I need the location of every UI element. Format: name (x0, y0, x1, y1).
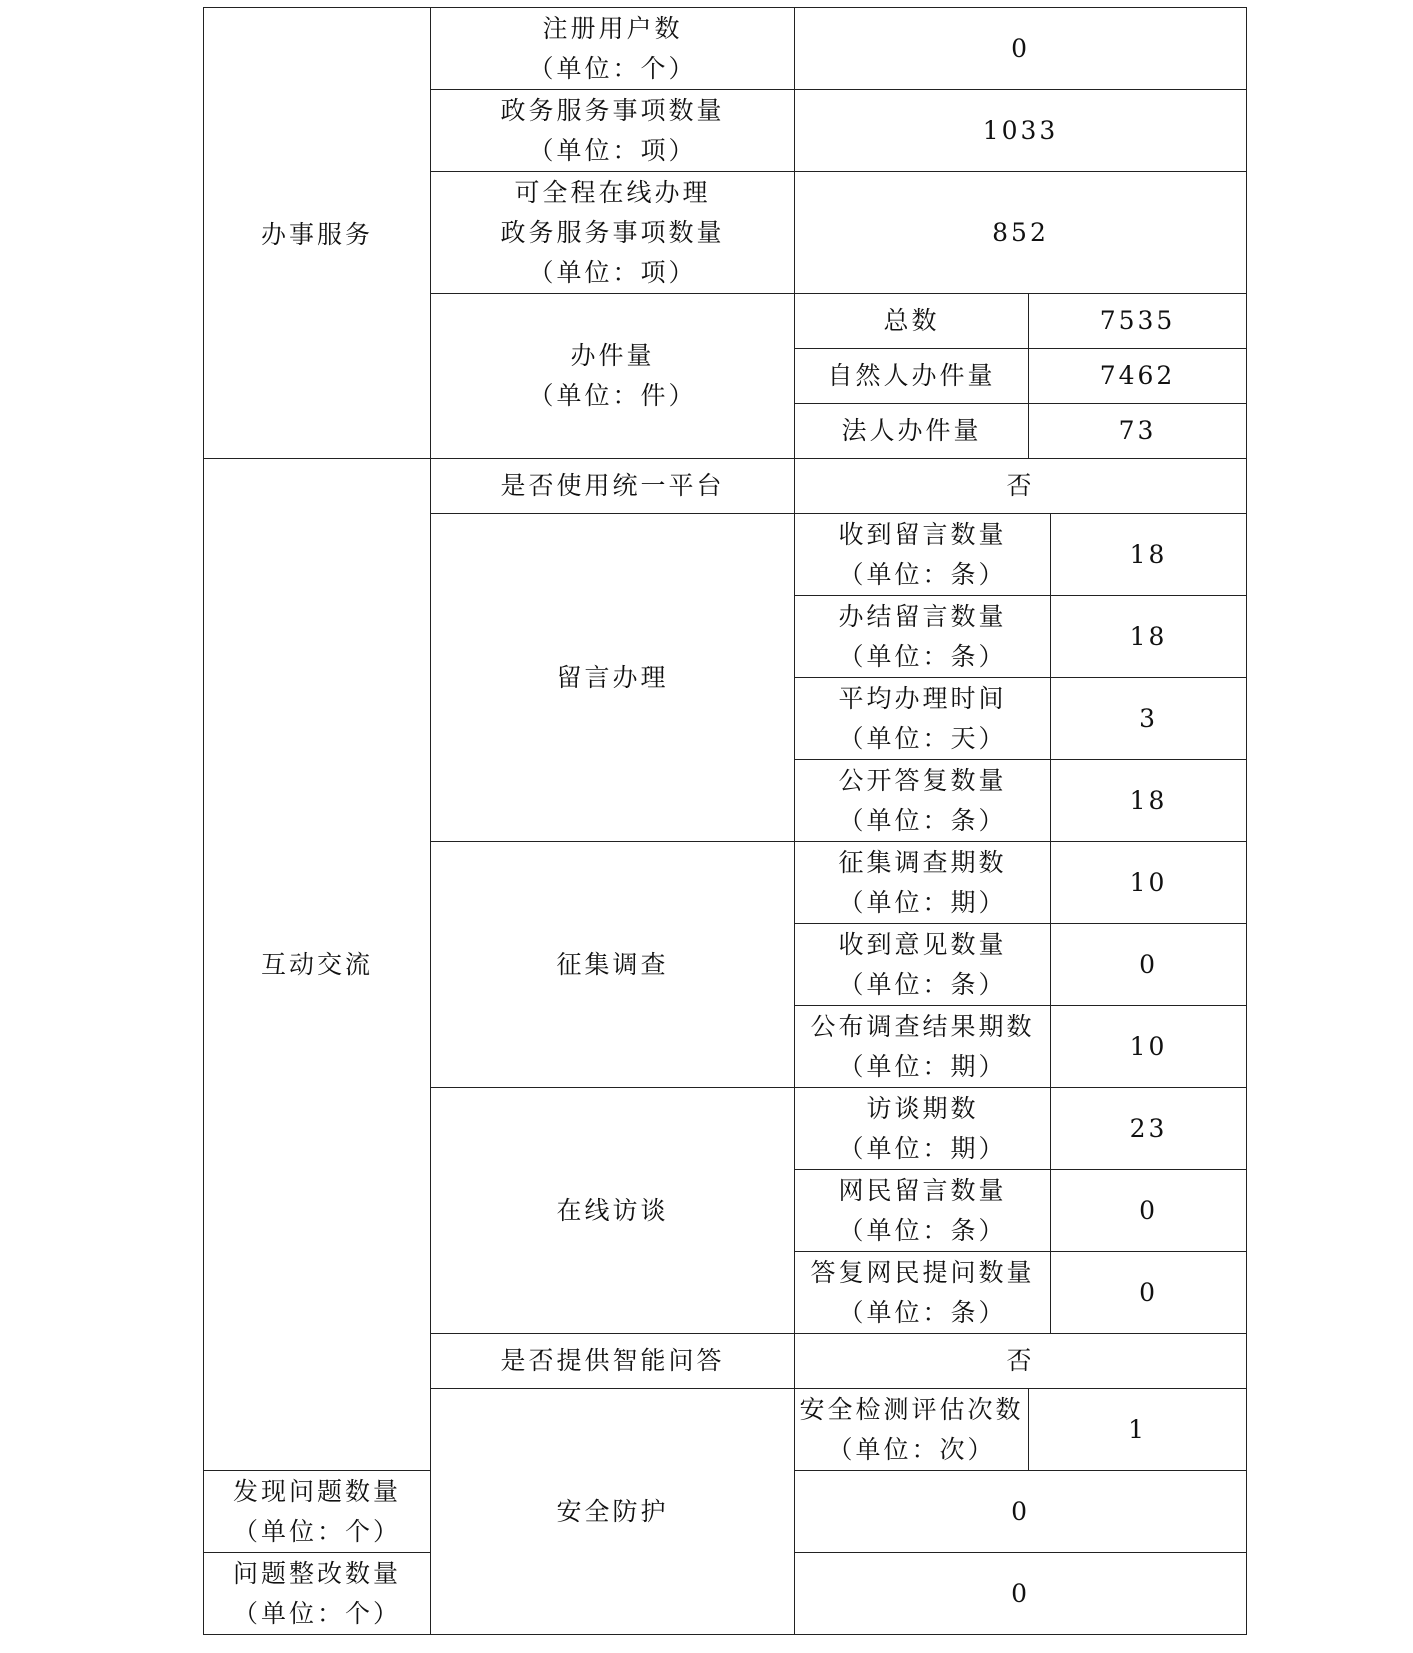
value-assessments: 1 (1029, 1389, 1247, 1471)
unit-text: （单位：件） (528, 381, 697, 410)
label-unified-platform: 是否使用统一平台 (431, 459, 795, 514)
unit-text: （单位：个） (528, 53, 697, 83)
value-unified-platform: 否 (795, 459, 1247, 514)
label-msg-resolved (795, 596, 1051, 678)
value-msg-resolved: 18 (1051, 596, 1247, 678)
label-assessments (795, 1389, 1029, 1471)
value-service-items: 1033 (795, 90, 1247, 172)
unit-text: （单位：个） (232, 1598, 401, 1628)
label-text: 公开答复数量 (838, 765, 1007, 795)
label-cases (431, 294, 795, 459)
value-survey-results: 10 (1051, 1006, 1247, 1088)
value-issues-fixed: 0 (795, 1553, 1247, 1635)
unit-text: （单位：条） (838, 805, 1007, 835)
value-registered-users: 0 (795, 8, 1247, 90)
label-interview-netizen (795, 1170, 1051, 1252)
label-issues-found (204, 1471, 431, 1553)
value-msg-public-reply: 18 (1051, 760, 1247, 842)
label-cases-legal: 法人办件量 (795, 404, 1029, 459)
unit-text: （单位：条） (838, 559, 1007, 589)
label-text: 平均办理时间 (838, 683, 1007, 713)
label-messages: 留言办理 (431, 514, 795, 842)
value-interview-answered: 0 (1051, 1252, 1247, 1334)
label-text: 办结留言数量 (838, 601, 1007, 631)
row-registered-users (204, 8, 1247, 90)
label-survey-opinions (795, 924, 1051, 1006)
category-security: 安全防护 (431, 1389, 795, 1635)
value-survey-opinions: 0 (1051, 924, 1247, 1006)
label-interview-answered (795, 1252, 1051, 1334)
unit-text: （单位：项） (528, 135, 697, 165)
label-text: 注册用户数 (542, 13, 683, 43)
label-msg-avg-time (795, 678, 1051, 760)
label-service-items (431, 90, 795, 172)
label-text: 办件量 (570, 341, 655, 370)
unit-text: （单位：期） (838, 1051, 1007, 1081)
label-registered-users (431, 8, 795, 90)
unit-text: （单位：条） (838, 1215, 1007, 1245)
label-interview: 在线访谈 (431, 1088, 795, 1334)
label-text: 答复网民提问数量 (810, 1257, 1035, 1287)
label-issues-fixed (204, 1553, 431, 1635)
label-cases-natural: 自然人办件量 (795, 349, 1029, 404)
label-text: 安全检测评估次数 (799, 1394, 1024, 1424)
label-online-items (431, 172, 795, 294)
label-smart-qa: 是否提供智能问答 (431, 1334, 795, 1389)
label-survey: 征集调查 (431, 842, 795, 1088)
label-text: 收到留言数量 (838, 519, 1007, 549)
label-text: 公布调查结果期数 (810, 1011, 1035, 1041)
category-interaction: 互动交流 (204, 459, 431, 1471)
label-text: 网民留言数量 (838, 1175, 1007, 1205)
unit-text: （单位：期） (838, 1133, 1007, 1163)
label-msg-received (795, 514, 1051, 596)
unit-text: （单位：项） (528, 257, 697, 287)
unit-text: （单位：个） (232, 1516, 401, 1546)
label-survey-results (795, 1006, 1051, 1088)
label-text: 政务服务事项数量 (500, 95, 725, 125)
value-survey-periods: 10 (1051, 842, 1247, 924)
label-text: 收到意见数量 (838, 929, 1007, 959)
value-smart-qa: 否 (795, 1334, 1247, 1389)
unit-text: （单位：条） (838, 1297, 1007, 1327)
value-cases-legal: 73 (1029, 404, 1247, 459)
label-survey-periods (795, 842, 1051, 924)
label-text: 发现问题数量 (232, 1476, 401, 1506)
value-cases-natural: 7462 (1029, 349, 1247, 404)
unit-text: （单位：条） (838, 641, 1007, 671)
value-cases-total: 7535 (1029, 294, 1247, 349)
value-interview-periods: 23 (1051, 1088, 1247, 1170)
label-text: 政务服务事项数量 (500, 217, 725, 247)
label-text: 问题整改数量 (232, 1558, 401, 1588)
value-msg-received: 18 (1051, 514, 1247, 596)
value-issues-found: 0 (795, 1471, 1247, 1553)
row-unified-platform (204, 459, 1247, 514)
label-text: 访谈期数 (866, 1093, 979, 1123)
statistics-table (203, 7, 1247, 1635)
unit-text: （单位：期） (838, 887, 1007, 917)
unit-text: （单位：天） (838, 723, 1007, 753)
label-text: 征集调查期数 (838, 847, 1007, 877)
label-interview-periods (795, 1088, 1051, 1170)
label-text: 可全程在线办理 (514, 177, 711, 207)
category-service: 办事服务 (204, 8, 431, 459)
unit-text: （单位：次） (827, 1434, 996, 1464)
unit-text: （单位：条） (838, 969, 1007, 999)
value-interview-netizen: 0 (1051, 1170, 1247, 1252)
label-cases-total: 总数 (795, 294, 1029, 349)
value-msg-avg-time: 3 (1051, 678, 1247, 760)
label-msg-public-reply (795, 760, 1051, 842)
value-online-items: 852 (795, 172, 1247, 294)
